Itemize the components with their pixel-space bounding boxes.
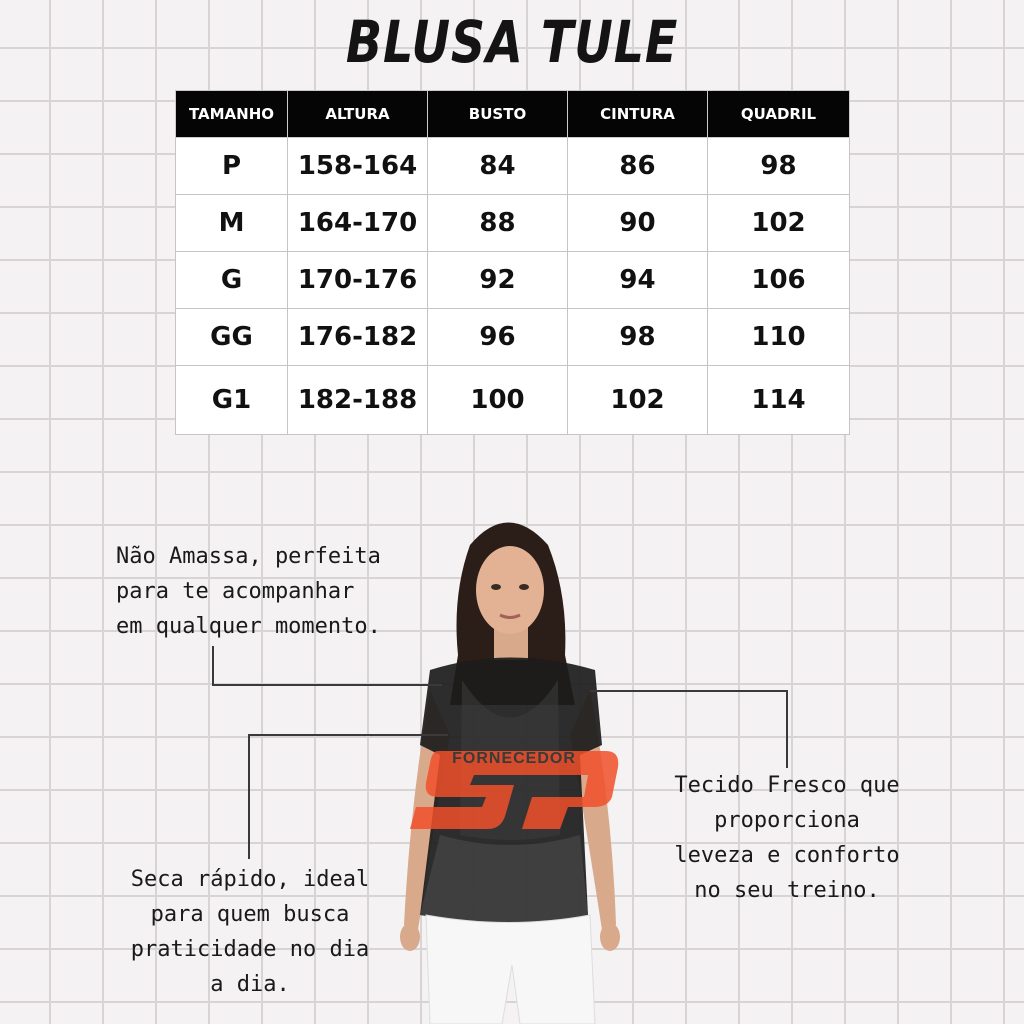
table-row [176,309,850,366]
header-cintura: CINTURA [568,91,708,138]
callout-top-left: Não Amassa, perfeita para te acompanhar em qualquer momento. [116,544,381,639]
table-cell: G1 [176,366,288,435]
fornecedor-sp-logo [408,745,620,830]
table-row [176,366,850,435]
header-busto: BUSTO [428,91,568,138]
callout-line-top-left-vertical [212,646,214,686]
header-quadril: QUADRIL [708,91,850,138]
table-row [176,195,850,252]
table-row [176,252,850,309]
table-cell: 84 [428,138,568,195]
table-cell: 164-170 [288,195,428,252]
table-cell: 92 [428,252,568,309]
table-cell: 106 [708,252,850,309]
table-cell: G [176,252,288,309]
callout-line-top-left-horizontal [212,684,442,686]
table-cell: 86 [568,138,708,195]
header-tamanho: TAMANHO [176,91,288,138]
table-cell: 158-164 [288,138,428,195]
table-cell: 98 [568,309,708,366]
table-cell: M [176,195,288,252]
table-cell: 114 [708,366,850,435]
table-cell: 102 [708,195,850,252]
table-cell: 110 [708,309,850,366]
callout-line-bottom-left-horizontal [248,734,448,736]
table-cell: 182-188 [288,366,428,435]
callout-bottom-left: Seca rápido, ideal para quem busca praticidade no dia a dia. [130,867,370,997]
page-title: BLUSA TULE [345,8,679,76]
table-header-row [176,91,850,138]
table-cell: 90 [568,195,708,252]
table-cell: 96 [428,309,568,366]
callout-right: Tecido Fresco que proporciona leveza e conforto no seu treino. [674,773,900,903]
callout-line-right-vertical [786,690,788,768]
table-cell: P [176,138,288,195]
callout-line-right-horizontal [590,690,788,692]
table-cell: 176-182 [288,309,428,366]
table-cell: 102 [568,366,708,435]
table-cell: 98 [708,138,850,195]
callout-line-bottom-left-vertical [248,734,250,859]
header-altura: ALTURA [288,91,428,138]
watermark-text: FORNECEDOR [452,750,576,767]
table-cell: 94 [568,252,708,309]
size-table [175,90,850,435]
table-cell: 170-176 [288,252,428,309]
table-row [176,138,850,195]
table-cell: GG [176,309,288,366]
table-cell: 100 [428,366,568,435]
table-cell: 88 [428,195,568,252]
